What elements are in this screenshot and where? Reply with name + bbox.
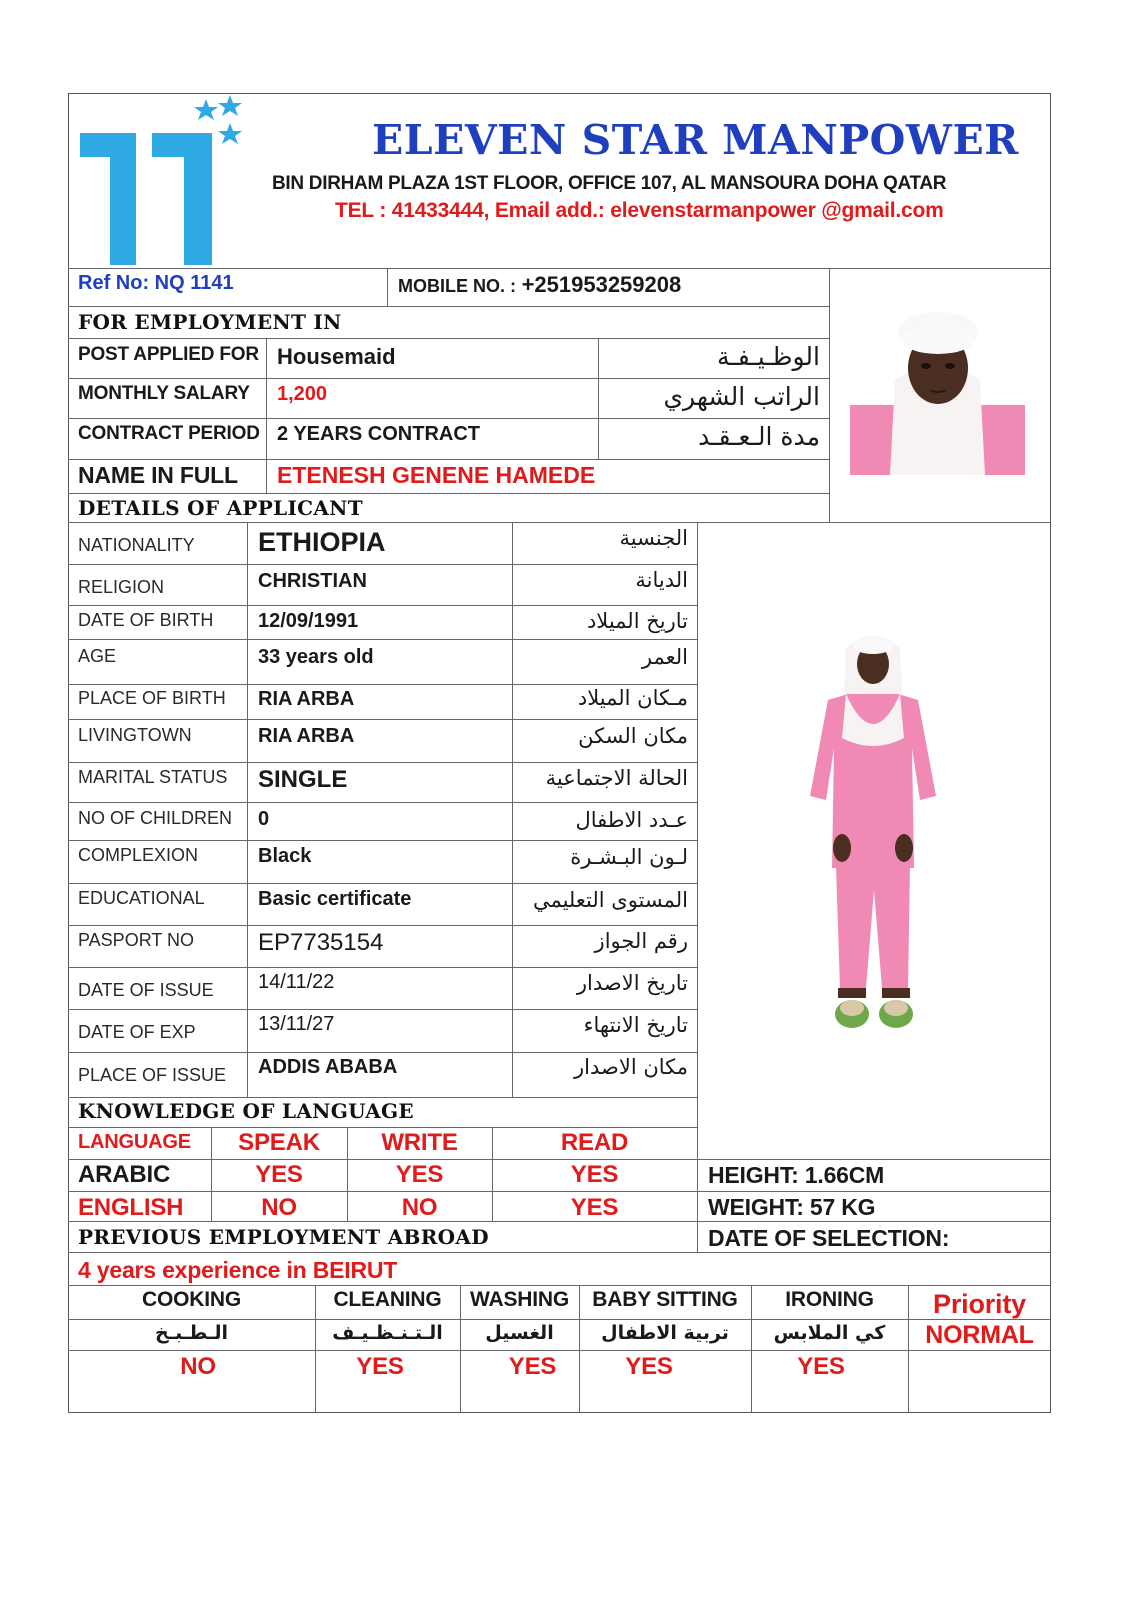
divider (68, 967, 697, 968)
post-label: POST APPLIED FOR (78, 344, 259, 365)
skill-cooking: COOKING (142, 1288, 241, 1311)
detail-label: LIVINGTOWN (78, 725, 192, 745)
detail-value: Basic certificate (258, 888, 412, 910)
priority-label: Priority (933, 1289, 1026, 1319)
divider (68, 522, 1051, 523)
detail-value: RIA ARBA (258, 725, 355, 747)
divider (68, 378, 829, 379)
salary-label: MONTHLY SALARY (78, 383, 250, 404)
divider (68, 883, 697, 884)
divider (68, 1052, 697, 1053)
skill-ironing-arabic: كي الملابس (773, 1322, 886, 1344)
detail-label: COMPLEXION (78, 845, 199, 865)
height-value: HEIGHT: 1.66CM (708, 1162, 885, 1188)
detail-value: Black (258, 845, 312, 867)
lang-row-arabic: ARABIC (78, 1161, 171, 1188)
divider (68, 1319, 1051, 1320)
detail-arabic: تاريخ الميلاد (586, 609, 688, 633)
divider (68, 493, 829, 494)
detail-value: EP7735154 (258, 929, 384, 956)
lang-header-read: READ (560, 1129, 629, 1156)
detail-value: 13/11/27 (258, 1013, 335, 1035)
divider (68, 268, 1051, 269)
detail-value: 12/09/1991 (258, 610, 359, 632)
detail-arabic: مكان الاصدار (574, 1055, 688, 1079)
previous-heading: PREVIOUS EMPLOYMENT ABROAD (78, 1225, 489, 1249)
lang-speak-value: NO (261, 1194, 297, 1221)
divider (68, 684, 697, 685)
skill-ironing: IRONING (785, 1288, 874, 1311)
contract-label: CONTRACT PERIOD (78, 423, 260, 444)
divider (68, 1159, 1051, 1160)
detail-arabic: الحالة الاجتماعية (545, 766, 688, 790)
divider (68, 1191, 1051, 1192)
detail-label: PLACE OF ISSUE (78, 1065, 227, 1085)
divider (68, 459, 829, 460)
name-value: ETENESH GENENE HAMEDE (277, 462, 596, 488)
detail-label: MARITAL STATUS (78, 767, 228, 787)
skill-cleaning: CLEANING (333, 1288, 442, 1311)
ref-value: NQ 1141 (154, 272, 234, 294)
divider (68, 605, 697, 606)
skill-cleaning-value: YES (356, 1353, 404, 1380)
divider (68, 840, 697, 841)
divider (68, 1221, 1051, 1222)
company-contact: TEL : 41433444, Email add.: elevenstarmanpower @gmail.com (335, 199, 944, 222)
lang-write-value: YES (395, 1161, 444, 1188)
company-name: ELEVEN STAR MANPOWER (372, 116, 1019, 164)
contract-arabic: مدة الـعـقـد (698, 422, 820, 451)
divider (68, 338, 829, 339)
detail-arabic: المستوى التعليمي (532, 888, 688, 912)
employment-heading: FOR EMPLOYMENT IN (78, 310, 342, 334)
detail-arabic: مكان السكن (578, 724, 688, 748)
detail-arabic: تاريخ الانتهاء (583, 1013, 688, 1037)
lang-header-write: WRITE (381, 1129, 458, 1156)
divider (68, 802, 697, 803)
lang-row-english: ENGLISH (78, 1194, 184, 1221)
detail-label: EDUCATIONAL (78, 888, 205, 908)
detail-value: 33 years old (258, 646, 374, 668)
divider (68, 1127, 697, 1128)
applicant-full-photo (808, 628, 938, 1033)
ref-label: Ref No: (78, 272, 150, 294)
salary-value: 1,200 (277, 383, 328, 405)
detail-label: RELIGION (78, 577, 165, 597)
mobile-value: +251953259208 (521, 272, 682, 297)
detail-value: SINGLE (258, 766, 348, 793)
skill-washing: WASHING (470, 1288, 569, 1311)
divider (266, 338, 267, 493)
divider (68, 639, 697, 640)
divider (387, 268, 388, 306)
detail-arabic: الجنسية (619, 526, 688, 550)
post-value: Housemaid (277, 344, 396, 369)
divider (68, 1009, 697, 1010)
applicant-headshot (850, 310, 1025, 475)
ref-number (78, 272, 234, 295)
mobile-number (398, 272, 681, 298)
skill-baby-sitting-value: YES (625, 1353, 673, 1380)
detail-arabic: العمر (641, 645, 688, 669)
divider (68, 925, 697, 926)
detail-arabic: لـون البـشـرة (570, 845, 688, 869)
post-arabic: الوظـيـفـة (717, 342, 820, 371)
language-heading: KNOWLEDGE OF LANGUAGE (78, 1099, 414, 1123)
detail-arabic: الديانة (635, 568, 688, 592)
company-logo (78, 95, 248, 270)
detail-label: NO OF CHILDREN (78, 808, 233, 828)
divider (68, 564, 697, 565)
salary-arabic: الراتب الشهري (663, 382, 820, 411)
mobile-label: MOBILE NO. : (398, 276, 516, 296)
detail-label: DATE OF ISSUE (78, 980, 214, 1000)
divider (598, 338, 599, 459)
experience-text: 4 years experience in BEIRUT (78, 1257, 398, 1283)
skill-washing-arabic: الغسيل (485, 1322, 554, 1344)
detail-label: PLACE OF BIRTH (78, 688, 226, 708)
lang-write-value: NO (401, 1194, 438, 1221)
divider (68, 306, 829, 307)
detail-label: DATE OF EXP (78, 1022, 196, 1042)
detail-label: DATE OF BIRTH (78, 610, 214, 630)
divider (829, 268, 830, 522)
detail-value: 14/11/22 (258, 971, 335, 993)
divider (68, 719, 697, 720)
skill-baby-sitting: BABY SITTING (592, 1288, 738, 1311)
divider (68, 1350, 1051, 1351)
detail-value: ADDIS ABABA (258, 1056, 398, 1078)
skill-cleaning-arabic: الـتـنـظـيـف (332, 1322, 443, 1344)
detail-value: 0 (258, 808, 270, 830)
lang-header-speak: SPEAK (238, 1129, 320, 1156)
divider (512, 522, 513, 1097)
priority-value: NORMAL (925, 1321, 1034, 1349)
detail-arabic: مـكان الميلاد (577, 686, 688, 710)
details-heading: DETAILS OF APPLICANT (78, 496, 363, 520)
skill-washing-value: YES (508, 1353, 557, 1380)
detail-label: NATIONALITY (78, 535, 195, 555)
company-address: BIN DIRHAM PLAZA 1ST FLOOR, OFFICE 107, AL MANSOURA DOHA QATAR (272, 173, 947, 194)
detail-arabic: تاريخ الاصدار (576, 971, 688, 995)
detail-label: PASPORT NO (78, 930, 195, 950)
divider (68, 1252, 1051, 1253)
name-label: NAME IN FULL (78, 462, 238, 488)
divider (697, 522, 698, 1252)
divider (68, 418, 829, 419)
detail-value: CHRISTIAN (258, 570, 367, 592)
detail-arabic: عـدد الاطفال (575, 808, 688, 832)
weight-value: WEIGHT: 57 KG (708, 1194, 876, 1220)
lang-speak-value: YES (255, 1161, 303, 1188)
detail-arabic: رقم الجواز (594, 929, 688, 953)
contract-value: 2 YEARS CONTRACT (277, 423, 480, 445)
divider (247, 522, 248, 1097)
divider (68, 1285, 1051, 1286)
skill-ironing-value: YES (797, 1353, 845, 1380)
lang-header-language: LANGUAGE (78, 1131, 191, 1153)
skill-cooking-arabic: الـطـبـخ (154, 1322, 229, 1344)
detail-label: AGE (78, 646, 117, 666)
skill-baby-sitting-arabic: تربية الاطفال (601, 1322, 729, 1344)
detail-value: ETHIOPIA (258, 527, 386, 557)
lang-read-value: YES (570, 1194, 619, 1221)
selection-date-label: DATE OF SELECTION: (708, 1225, 950, 1251)
lang-read-value: YES (570, 1161, 619, 1188)
skill-cooking-value: NO (180, 1353, 216, 1380)
divider (68, 762, 697, 763)
detail-value: RIA ARBA (258, 688, 355, 710)
divider (68, 1097, 697, 1098)
